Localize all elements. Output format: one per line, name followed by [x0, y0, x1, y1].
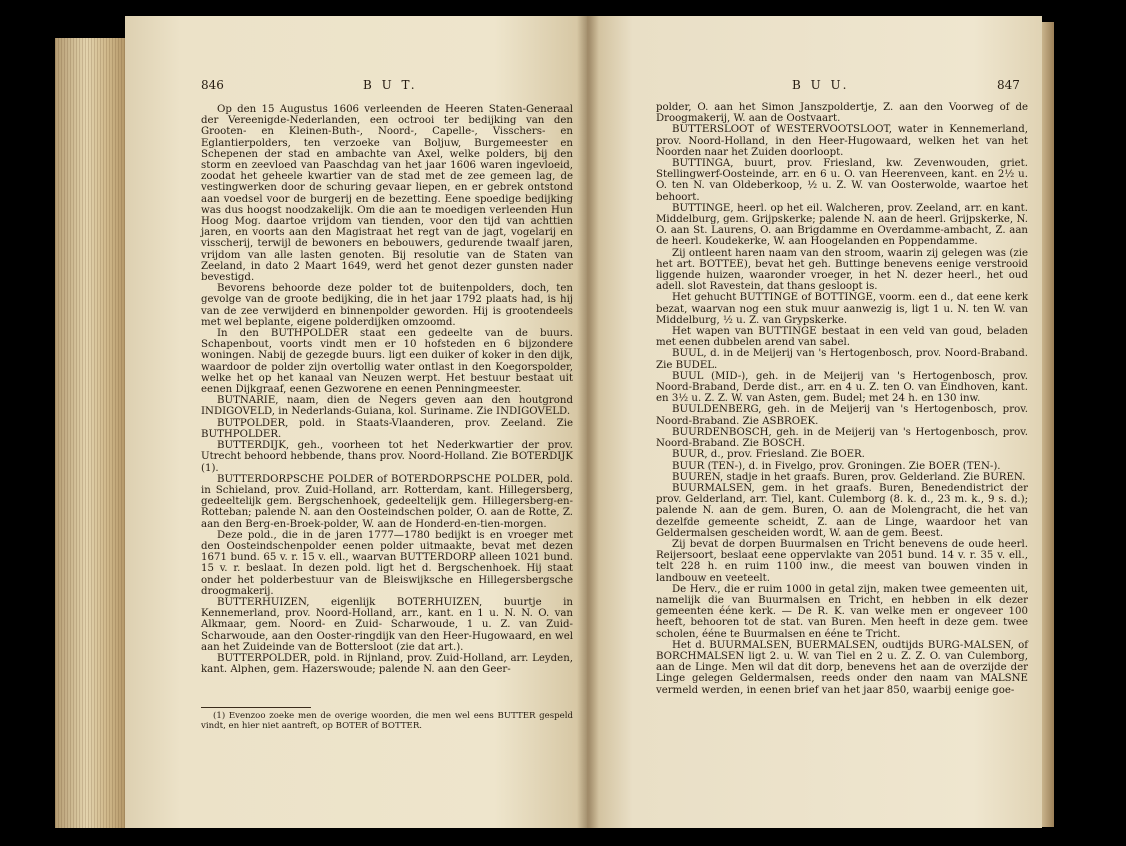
- paragraph: Het wapen van BUTTINGE bestaat in een veld van goud, beladen met eenen dubbelen arend van sabel.: [656, 326, 1028, 349]
- paragraph: BUUREN, stadje in het graafs. Buren, prov. Gelderland. Zie BUREN.: [672, 471, 1026, 483]
- paragraph: BUTTINGE, heerl. op het eil. Walcheren, prov. Zeeland, arr. en kant. Middelburg, gem. Grijpskerke; palende N. aan de heerl. Grijpskerke, N. O. aan St. Laurens, O. aan Brigdamme en Overdamme-ambacht, Z. aan de heerl. Koudekerke, W. aan Hoogelanden en Poppendamme.: [656, 202, 1028, 248]
- paragraph: BUTTINGA, buurt, prov. Friesland, kw. Zevenwouden, griet. Stellingwerf-Oosteinde, arr. en 6 u. O. van Heerenveen, kant. en 2½ u. O. ten N. van Oldeberkoop, ½ u. Z. W. van Oosterwolde, waartoe het behoort.: [656, 158, 1028, 203]
- left-body-text: [201, 104, 573, 675]
- paragraph: polder, O. aan het Simon Janszpoldertje, Z. aan den Voorweg of de Droogmakerij, W. aan de Oostvaart.: [656, 102, 1028, 125]
- paragraph: Zij bevat de dorpen Buurmalsen en Tricht benevens de oude heerl. Reijersoort, beslaat eene oppervlakte van 2051 bund. 14 v. r. 35 v. ell., telt 228 h. en ruim 1100 inw., die meest van bouwen vinden in landbouw en veeteelt.: [656, 538, 1028, 584]
- open-book: [55, 8, 1085, 838]
- paragraph: BUULDENBERG, geh. in de Meijerij van 's Hertogenbosch, prov. Noord-Braband. Zie ASBROEK.: [656, 404, 1028, 427]
- running-head: B U T.: [363, 78, 418, 92]
- paragraph: BUUL (MID-), geh. in de Meijerij van 's Hertogenbosch, prov. Noord-Braband, Derde dist., arr. en 4 u. Z. ten O. van Eindhoven, kant. en 3½ u. Z. Z. W. van Asten, gem. Budel; met 24 h. en 130 inw.: [656, 370, 1028, 405]
- running-head: B U U.: [792, 78, 850, 92]
- paragraph: BUTNARIE, naam, dien de Negers geven aan den houtgrond INDIGOVELD, in Nederlands-Guiana, kol. Suriname. Zie INDIGOVELD.: [201, 395, 573, 418]
- paragraph: Op den 15 Augustus 1606 verleenden de Heeren Staten-Generaal der Vereenigde-Nederlanden, een octrooi ter bedijking van den Grooten- en Kleinen-Buth-, Noord-, Capelle-, Visschers- en Eglantierpolders, ten verzoeke van Boljuw, Burgemeester en Schepenen der stad en ambachte van Axel, welke polders, bij den storm en zeevloed van Paaschdag van het jaar 1606 waren ingevloeid, zoodat het geheele kwartier van de stad met de zee gemeen lag, de vestingwerken door de schuring gevaar liepen, en er gebrek ontstond aan voedsel voor de burgerij en de bezetting. Eene spoedige bedijking was dus hoogst noodzakelijk. Om die aan te moedigen verleenden Hun Hoog Mog. daartoe vrijdom van tienden, voor den tijd van achttien jaren, en voorts aan den Magistraat het regt van de jagt, vogelarij en visscherij, terwijl de bewoners en bebouwers, gedurende twaalf jaren, vrijdom van alle lasten genoten. Bij resolutie van de Staten van Zeeland, in dato 2 Maart 1649, werd het genot dezer gunsten nader bevestigd.: [201, 104, 573, 284]
- paragraph: BUURMALSEN, gem. in het graafs. Buren, Benedendistrict der prov. Gelderland, arr. Tiel, kant. Culemborg (8. k. d., 23 m. k., 9 s. d.); palende N. aan de gem. Buren, O. aan de Molengracht, die het van dezelfde gemeente scheidt, Z. aan de Linge, waardoor het van Geldermalsen gescheiden wordt, W. aan de gem. Beest.: [656, 482, 1028, 539]
- paragraph: In den BUTHPOLDER staat een gedeelte van de buurs. Schapenbout, voorts vindt men er 10 hofsteden en 6 bijzondere woningen. Nabij de gezegde buurs. ligt een duiker of koker in den dijk, waardoor de polder zijn overtollig water ontlast in den Koegorspolder, welke het op het kanaal van Neuzen werpt. Het bestuur bestaat uit eenen Dijkgraaf, eenen Gezworene en eenen Penningmeester.: [201, 328, 573, 396]
- left-page: [125, 16, 587, 828]
- paragraph: BUTTERHUIZEN, eigenlijk BOTERHUIZEN, buurtje in Kennemerland, prov. Noord-Holland, arr., kant. en 1 u. N. N. O. van Alkmaar, gem. Noord- en Zuid- Scharwoude, 1 u. Z. van Zuid-Scharwoude, aan den Ooster-ringdijk van den Heer-Hugowaard, en wel aan het Zuideinde van de Bottersloot (zie dat art.).: [201, 596, 573, 653]
- footnote: [201, 712, 573, 731]
- paragraph: BUUL, d. in de Meijerij van 's Hertogenbosch, prov. Noord-Braband. Zie BUDEL.: [656, 348, 1028, 371]
- paragraph: BUTTERPOLDER, pold. in Rijnland, prov. Zuid-Holland, arr. Leyden, kant. Alphen, gem. Hazerswoude; palende N. aan den Geer-: [201, 652, 573, 676]
- paragraph: BUUR, d., prov. Friesland. Zie BOER.: [672, 449, 865, 461]
- page-number: 847: [997, 78, 1020, 92]
- paragraph: Het gehucht BUTTINGE of BOTTINGE, voorm. een d., dat eene kerk bezat, waarvan nog een stuk muur aanwezig is, ligt 1 u. N. ten W. van Middelburg, ½ u. Z. van Grypskerke.: [656, 292, 1028, 326]
- paragraph: BUTTERDORPSCHE POLDER of BOTERDORPSCHE POLDER, pold. in Schieland, prov. Zuid-Holland, arr. Rotterdam, kant. Hillegersberg, gedeeltelijk gem. Bergschenhoek, gedeeltelijk gem. Hillegersberg-en-Rotteban; palende N. aan den Oosteindschen polder, O. aan de Rotte, Z. aan den Berg-en-Broek-polder, W. aan de Honderd-en-tien-morgen.: [201, 473, 573, 530]
- paragraph: BUTTERSLOOT of WESTERVOOTSLOOT, water in Kennemerland, prov. Noord-Holland, in den Heer-Hugowaard, welken het van het Noorden naar het Zuiden doorloopt.: [656, 124, 1028, 158]
- paragraph: BUTTERDIJK, geh., voorheen tot het Nederkwartier der prov. Utrecht behoord hebbende, thans prov. Noord-Holland. Zie BOTERDIJK (1).: [201, 440, 573, 474]
- paragraph: BUTPOLDER, pold. in Staats-Vlaanderen, prov. Zeeland. Zie BUTHPOLDER.: [201, 417, 573, 440]
- right-page: [587, 16, 1042, 828]
- paragraph: Deze pold., die in de jaren 1777—1780 bedijkt is en vroeger met den Oosteindschenpolder eenen polder uitmaakte, bevat met dezen 1671 bund. 65 v. r. 15 v. ell., waarvan BUTTERDORP alleen 1021 bund. 15 v. r. beslaat. In dezen pold. ligt het d. Bergschenhoek. Hij staat onder het polderbestuur van de Bleiswijksche en Hillegersbergsche droogmakerij.: [201, 529, 573, 597]
- paragraph: BUURDENBOSCH, geh. in de Meijerij van 's Hertogenbosch, prov. Noord-Braband. Zie BOSCH.: [656, 426, 1028, 450]
- paragraph: BUUR (TEN-), d. in Fivelgo, prov. Groningen. Zie BOER (TEN-).: [672, 460, 1001, 472]
- footnote-text: (1) Evenzoo zoeke men de overige woorden, die men wel eens BUTTER gespeld vindt, en hier niet aantreft, op BOTER of BOTTER.: [201, 711, 573, 731]
- right-body-text: [656, 102, 1028, 696]
- footnote-rule: [201, 707, 311, 708]
- paragraph: Bevorens behoorde deze polder tot de buitenpolders, doch, ten gevolge van de groote bedijking, die in het jaar 1792 plaats had, is hij van de zee verwijderd en binnenpolder geworden. Hij is grootendeels met wel beplante, eigene polderdijken omzoomd.: [201, 283, 573, 328]
- paragraph: De Herv., die er ruim 1000 in getal zijn, maken twee gemeenten uit, namelijk die van Buurmalsen en Tricht, en hebben in elk dezer gemeenten ééne kerk. — De R. K. van welke men er ongeveer 100 heeft, behooren tot de stat. van Buren. Men heeft in deze gem. twee scholen, ééne te Buurmalsen en ééne te Tricht.: [656, 583, 1028, 640]
- paragraph: Het d. BUURMALSEN, BUERMALSEN, oudtijds BURG-MALSEN, of BORCHMALSEN ligt 2. u. W. van Tiel en 2 u. Z. Z. O. van Culemborg, aan de Linge. Men wil dat dit dorp, benevens het aan de overzijde der Linge gelegen Geldermalsen, reeds onder den naam van MALSNE vermeld werden, in eenen brief van het jaar 850, waarbij eenige goe-: [656, 639, 1028, 696]
- book-page-edges: [55, 38, 133, 828]
- page-number: 846: [201, 78, 224, 92]
- book-gutter: [577, 16, 599, 828]
- book-cover-edge: [1042, 22, 1054, 827]
- paragraph: Zij ontleent haren naam van den stroom, waarin zij gelegen was (zie het art. BOTTEE), bevat het geh. Buttinge benevens eenige verstrooid liggende huizen, waaronder vroeger, in het N. dezer heerl., het oud adell. slot Ravestein, dat thans gesloopt is.: [656, 247, 1028, 293]
